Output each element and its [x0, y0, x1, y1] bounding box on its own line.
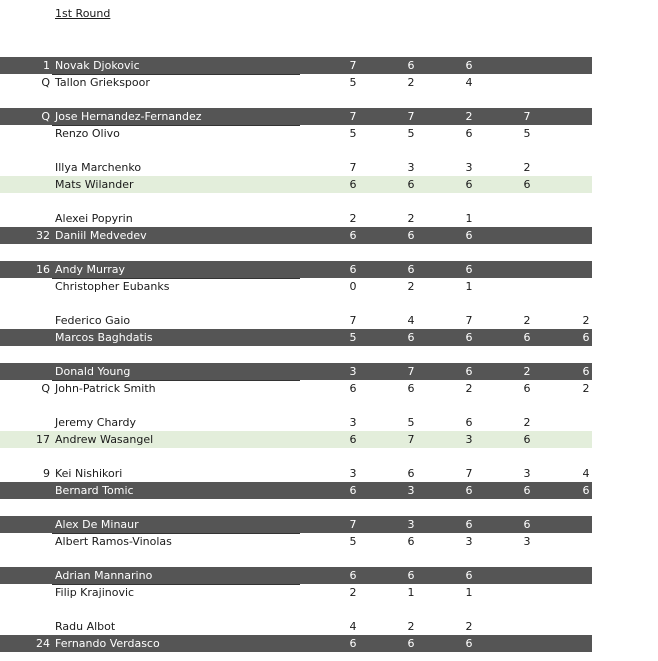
set-score: 5 [407, 416, 415, 429]
player-seed [0, 210, 50, 227]
player-row [0, 227, 592, 244]
set-score: 7 [349, 518, 357, 531]
set-score: 1 [407, 586, 415, 599]
player-seed: Q [41, 76, 50, 89]
set-score: 3 [407, 484, 415, 497]
set-score: 6 [465, 518, 473, 531]
player-seed [0, 482, 50, 499]
set-score: 2 [523, 314, 531, 327]
set-score: 6 [465, 127, 473, 140]
set-score: 7 [349, 59, 357, 72]
set-score: 3 [407, 161, 415, 174]
player-row [0, 363, 592, 380]
set-score: 3 [523, 535, 531, 548]
player-name: Alexei Popyrin [55, 212, 133, 225]
player-name: John-Patrick Smith [55, 382, 156, 395]
player-row [0, 414, 592, 431]
set-score: 6 [349, 637, 357, 650]
player-row [0, 567, 592, 584]
player-row [0, 74, 592, 91]
player-row [0, 210, 592, 227]
player-name: Jeremy Chardy [55, 416, 136, 429]
set-score: 3 [465, 433, 473, 446]
set-score: 6 [465, 229, 473, 242]
set-score: 6 [407, 59, 415, 72]
player-row [0, 125, 592, 142]
set-score: 6 [349, 263, 357, 276]
set-score: 6 [582, 484, 590, 497]
set-score: 2 [465, 620, 473, 633]
set-score: 6 [523, 331, 531, 344]
set-score: 2 [582, 382, 590, 395]
set-score: 2 [407, 280, 415, 293]
set-score: 6 [465, 569, 473, 582]
set-score: 4 [582, 467, 590, 480]
set-score: 6 [349, 569, 357, 582]
player-name: Novak Djokovic [55, 59, 140, 72]
set-score: 7 [349, 110, 357, 123]
player-seed [0, 159, 50, 176]
set-score: 5 [349, 331, 357, 344]
set-score: 1 [465, 280, 473, 293]
player-name: Federico Gaio [55, 314, 131, 327]
set-score: 2 [465, 382, 473, 395]
player-row [0, 108, 592, 125]
player-row [0, 465, 592, 482]
player-name: Donald Young [55, 365, 131, 378]
set-score: 6 [407, 263, 415, 276]
set-score: 6 [582, 365, 590, 378]
player-seed: 9 [43, 467, 50, 480]
player-row [0, 533, 592, 550]
player-seed [0, 312, 50, 329]
player-row [0, 329, 592, 346]
set-score: 5 [349, 127, 357, 140]
player-seed [0, 329, 50, 346]
player-name: Adrian Mannarino [55, 569, 153, 582]
set-score: 6 [465, 331, 473, 344]
set-score: 3 [349, 467, 357, 480]
set-score: 4 [349, 620, 357, 633]
set-score: 7 [465, 467, 473, 480]
set-score: 6 [407, 637, 415, 650]
set-score: 7 [407, 110, 415, 123]
set-score: 2 [582, 314, 590, 327]
set-score: 6 [523, 484, 531, 497]
player-seed: 32 [36, 229, 50, 242]
set-score: 7 [523, 110, 531, 123]
set-score: 2 [465, 110, 473, 123]
set-score: 3 [407, 518, 415, 531]
set-score: 3 [465, 161, 473, 174]
set-score: 6 [407, 467, 415, 480]
set-score: 6 [523, 518, 531, 531]
set-score: 6 [407, 535, 415, 548]
player-row [0, 618, 592, 635]
player-name: Mats Wilander [55, 178, 134, 191]
set-score: 7 [407, 365, 415, 378]
player-name: Andrew Wasangel [55, 433, 154, 446]
set-score: 3 [523, 467, 531, 480]
set-score: 6 [407, 569, 415, 582]
set-score: 1 [465, 212, 473, 225]
set-score: 2 [407, 76, 415, 89]
set-score: 6 [465, 59, 473, 72]
player-row [0, 261, 592, 278]
player-name: Renzo Olivo [55, 127, 120, 140]
player-name: Christopher Eubanks [55, 280, 170, 293]
player-name: Fernando Verdasco [55, 637, 160, 650]
set-score: 2 [523, 365, 531, 378]
set-score: 3 [349, 416, 357, 429]
set-score: 2 [523, 161, 531, 174]
player-name: Filip Krajinovic [55, 586, 135, 599]
player-row [0, 584, 592, 601]
player-seed [0, 567, 50, 584]
player-name: Tallon Griekspoor [55, 76, 150, 89]
player-row [0, 482, 592, 499]
set-score: 6 [349, 382, 357, 395]
set-score: 6 [465, 365, 473, 378]
player-row [0, 57, 592, 74]
set-score: 6 [523, 433, 531, 446]
player-seed [0, 414, 50, 431]
player-seed [0, 584, 50, 601]
set-score: 6 [349, 178, 357, 191]
round-title: 1st Round [55, 7, 111, 20]
set-score: 5 [407, 127, 415, 140]
player-seed [0, 618, 50, 635]
set-score: 7 [349, 314, 357, 327]
set-score: 6 [465, 263, 473, 276]
set-score: 2 [407, 620, 415, 633]
set-score: 2 [349, 212, 357, 225]
player-seed: 16 [36, 263, 50, 276]
player-seed [0, 516, 50, 533]
player-row [0, 431, 592, 448]
player-seed [0, 533, 50, 550]
player-seed: Q [41, 110, 50, 123]
set-score: 6 [465, 637, 473, 650]
set-score: 1 [465, 586, 473, 599]
set-score: 7 [465, 314, 473, 327]
set-score: 6 [465, 178, 473, 191]
set-score: 4 [407, 314, 415, 327]
set-score: 6 [523, 178, 531, 191]
set-score: 5 [349, 76, 357, 89]
player-name: Daniil Medvedev [55, 229, 147, 242]
set-score: 2 [407, 212, 415, 225]
player-seed [0, 125, 50, 142]
player-row [0, 278, 592, 295]
player-name: Radu Albot [55, 620, 116, 633]
player-name: Alex De Minaur [55, 518, 139, 531]
set-score: 6 [349, 229, 357, 242]
set-score: 7 [407, 433, 415, 446]
set-score: 6 [582, 331, 590, 344]
player-seed: Q [41, 382, 50, 395]
player-name: Albert Ramos-Vinolas [55, 535, 172, 548]
set-score: 6 [407, 178, 415, 191]
set-score: 7 [349, 161, 357, 174]
player-name: Kei Nishikori [55, 467, 123, 480]
player-seed [0, 176, 50, 193]
player-row [0, 176, 592, 193]
set-score: 0 [349, 280, 357, 293]
set-score: 5 [349, 535, 357, 548]
set-score: 6 [349, 433, 357, 446]
player-name: Andy Murray [55, 263, 126, 276]
player-name: Marcos Baghdatis [55, 331, 153, 344]
player-name: Jose Hernandez-Fernandez [55, 110, 202, 123]
set-score: 3 [465, 535, 473, 548]
set-score: 6 [465, 416, 473, 429]
set-score: 2 [349, 586, 357, 599]
set-score: 6 [465, 484, 473, 497]
player-name: Illya Marchenko [55, 161, 142, 174]
player-seed [0, 278, 50, 295]
player-seed: 1 [43, 59, 50, 72]
set-score: 3 [349, 365, 357, 378]
set-score: 5 [523, 127, 531, 140]
player-name: Bernard Tomic [55, 484, 134, 497]
set-score: 2 [523, 416, 531, 429]
player-row [0, 516, 592, 533]
player-seed: 17 [36, 433, 50, 446]
set-score: 6 [407, 229, 415, 242]
set-score: 6 [407, 331, 415, 344]
set-score: 4 [465, 76, 473, 89]
player-row [0, 159, 592, 176]
player-row [0, 380, 592, 397]
set-score: 6 [523, 382, 531, 395]
set-score: 6 [349, 484, 357, 497]
set-score: 6 [407, 382, 415, 395]
player-row [0, 312, 592, 329]
player-row [0, 635, 592, 652]
player-seed [0, 363, 50, 380]
player-seed: 24 [36, 637, 50, 650]
